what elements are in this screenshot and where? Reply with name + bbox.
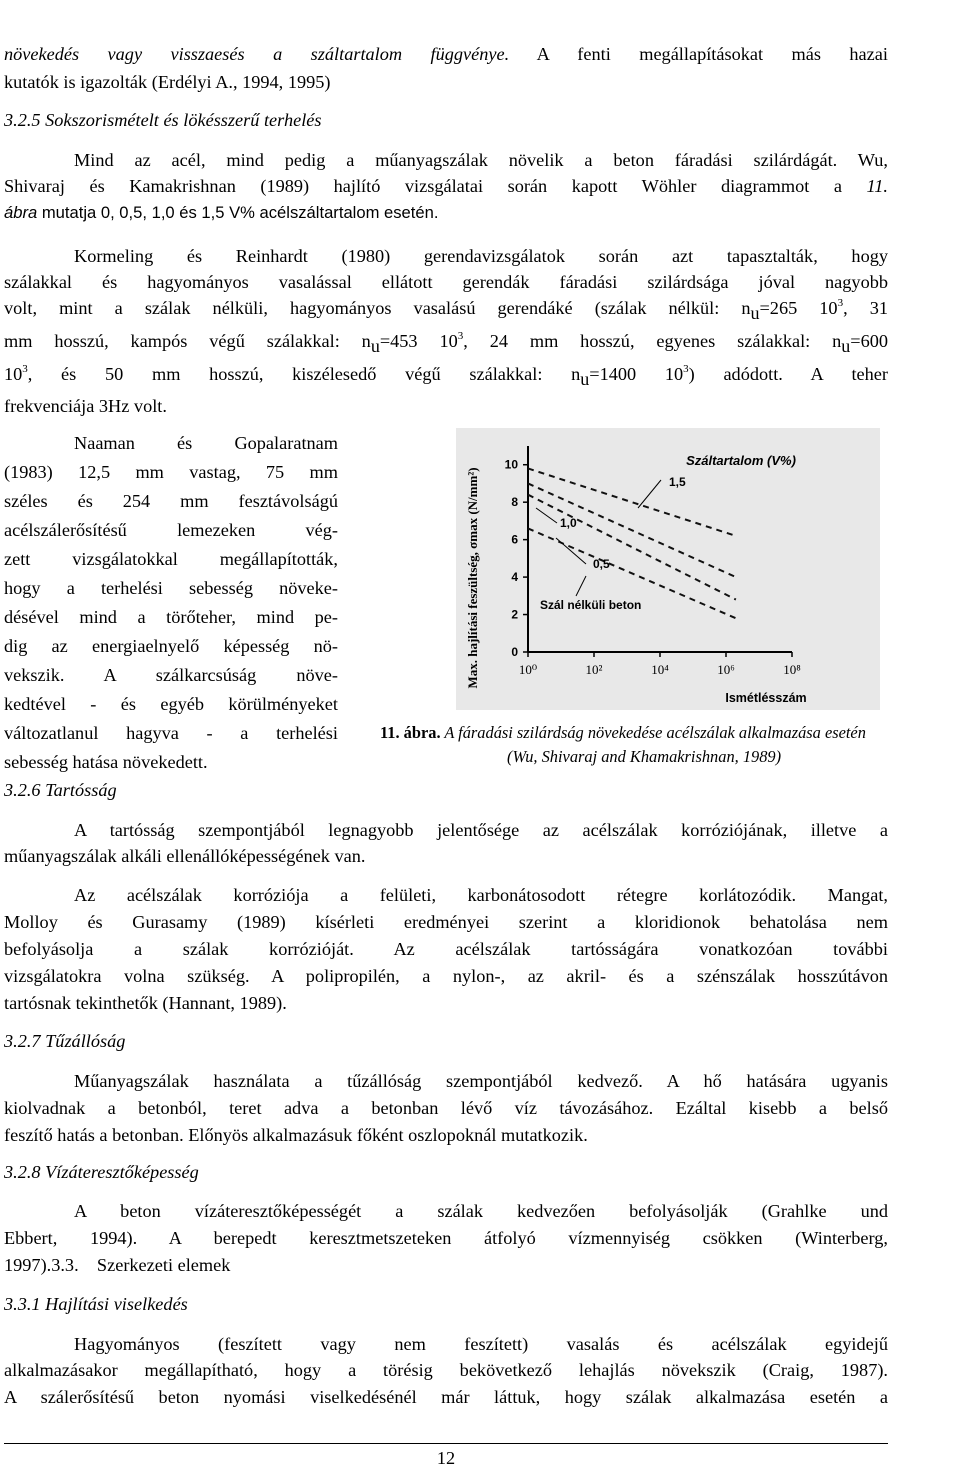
y-tick-label: 10 [504, 457, 518, 472]
text-line: mm hosszú, kampós végű szálakkal: $n_u=453$ $10^3$, 24 mm hosszú, egyenes szálakkal: $n_u=600$ [4, 330, 888, 356]
section-heading: 3.2.7 Tűzállóság [4, 1031, 126, 1051]
text-line: $10^3$, és 50 mm hosszú, kiszélesedő végű szálakkal: $n_u=1400$ $10^3$) adódott. A teher [4, 363, 888, 389]
section-heading: 3.2.5 Sokszorismételt és lökésszerű terhelés [4, 110, 322, 130]
y-tick-label: 4 [511, 570, 518, 585]
x-tick-label: 10² [585, 662, 603, 677]
section-heading: 3.2.8 Vízáteresztőképesség [4, 1162, 199, 1182]
text-line: 1997).3.3. Szerkezeti elemek [4, 1255, 231, 1275]
series-label: Szál nélküli beton [540, 598, 642, 612]
text-line: feszítő hatás a betonban. Előnyös alkalmazásuk főként oszlopoknál mutatkozik. [4, 1125, 588, 1145]
y-tick-label: 0 [511, 645, 518, 659]
text-line: A tartósság szempontjából legnagyobb jelentősége az acélszálak korróziójának, illetve a [74, 820, 888, 840]
text-line: alkalmazásakor megállapítható, hogy a törésig bekövetkező lehajlás növekszik (Craig, 1987). [4, 1360, 888, 1380]
text-line: növekedés vagy visszaesés a száltartalom függvénye. A fenti megállapításokat más hazai [4, 44, 888, 64]
footer-rule [4, 1443, 888, 1444]
y-tick-label: 8 [511, 495, 518, 510]
left-line: kedtével - és egyéb körülményeket [4, 694, 338, 714]
caption-line: 11. ábra. A fáradási szilárdság növekedése acélszálak alkalmazása esetén [380, 723, 866, 742]
x-axis-label: Ismétlésszám [725, 691, 807, 705]
text-line: befolyásolja a szálak korrózióját. Az acélszálak tartósságára vonatkozóan további [4, 939, 888, 959]
figure-caption [380, 721, 960, 769]
left-line: acélszálerősítésű lemezeken vég- [4, 520, 338, 540]
text-line: kiolvadnak a betonból, teret adva a betonban lévő víz távozásához. Ezáltal kisebb a belső [4, 1098, 888, 1118]
text-line: vizsgálatokra volna szükség. A polipropilén, a nylon-, az akril- és a szénszálak hosszútávon [4, 966, 888, 986]
y-tick-label: 6 [511, 532, 518, 547]
legend-title: Száltartalom (V%) [686, 453, 796, 468]
text-line: tartósnak tekinthetők (Hannant, 1989). [4, 993, 287, 1013]
text-line: Ebbert, 1994). A berepedt keresztmetszeteken átfolyó vízmennyiség csökken (Winterberg, [4, 1228, 888, 1248]
text-line: szálakkal és hagyományos vasalással ellátott gerendák fáradási szilárdsága jóval nagyobb [4, 272, 888, 292]
text-line: frekvenciája 3Hz volt. [4, 396, 167, 416]
left-line: hogy a terhelési sebesség növeke- [4, 578, 338, 598]
text-line: Kormeling és Reinhardt (1980) gerendavizsgálatok során azt tapasztalták, hogy [74, 246, 888, 266]
left-line: zett vizsgálatokkal megállapították, [4, 549, 338, 569]
y-tick-label: 2 [511, 607, 518, 622]
left-line: désével mind a törőteher, mind pe- [4, 607, 338, 627]
wohler-chart [456, 428, 880, 710]
text-line: ábra mutatja 0, 0,5, 1,0 és 1,5 V% acélszáltartalom esetén. [4, 203, 439, 222]
text-line: Mind az acél, mind pedig a műanyagszálak növelik a beton fáradási szilárdágát. Wu, [74, 150, 888, 170]
left-line: Naaman és Gopalaratnam [74, 433, 338, 453]
section-heading: 3.3.1 Hajlítási viselkedés [4, 1294, 188, 1314]
text-line: A beton vízáteresztőképességét a szálak kedvezően befolyásolják (Grahlke und [74, 1201, 888, 1221]
text-line: Hagyományos (feszített vagy nem feszített) vasalás és acélszálak egyidejű [74, 1334, 888, 1354]
left-column-text [4, 429, 338, 777]
x-tick-label: 10⁸ [783, 662, 801, 677]
caption-line: (Wu, Shivaraj and Khamakrishnan, 1989) [507, 747, 782, 766]
x-tick-label: 10⁰ [518, 662, 538, 677]
text-line: műanyagszálak alkáli ellenállóképességének van. [4, 846, 366, 866]
left-line: vekszik. A szálkarcsúság növe- [4, 665, 338, 685]
left-line: sebesség hatása növekedett. [4, 752, 208, 772]
y-axis-label: Max. hajlítási feszültség, σmax (N/mm²) [465, 467, 480, 689]
text-line: Shivaraj és Kamakrishnan (1989) hajlító vizsgálatai során kapott Wöhler diagrammot a 11. [4, 176, 888, 196]
series-label: 1,0 [560, 516, 577, 530]
x-tick-label: 10⁶ [717, 662, 735, 677]
left-line: dig az energiaelnyelő képesség nö- [4, 636, 338, 656]
x-tick-label: 10⁴ [651, 662, 669, 677]
series-label: 0,5 [593, 557, 610, 571]
text-line: kutatók is igazolták (Erdélyi A., 1994, 1995) [4, 72, 331, 92]
text-line: Molloy és Gurasamy (1989) kísérleti eredményei szerint a kloridionok behatolása nem [4, 912, 888, 932]
text-line: A szálerősítésű beton nyomási viselkedésénél már láttuk, hogy szálak alkalmazása esetén a [4, 1387, 888, 1407]
left-line: (1983) 12,5 mm vastag, 75 mm [4, 462, 338, 482]
left-line: változatlanul hagyva - a terhelési [4, 723, 338, 743]
text-line: volt, mint a szálak nélküli, hagyományos vasalású gerendáké (szálak nélkül: $n_u=265$ $10^3$, 31 [4, 297, 888, 323]
section-heading: 3.2.6 Tartósság [4, 780, 117, 800]
left-line: széles és 254 mm fesztávolságú [4, 491, 338, 511]
text-line: Műanyagszálak használata a tűzállóság szempontjából kedvező. A hő hatására ugyanis [74, 1071, 888, 1091]
text-line: Az acélszálak korróziója a felületi, karbonátosodott rétegre korlátozódik. Mangat, [74, 885, 888, 905]
page-number: 12 [436, 1448, 456, 1468]
series-label: 1,5 [669, 475, 686, 489]
